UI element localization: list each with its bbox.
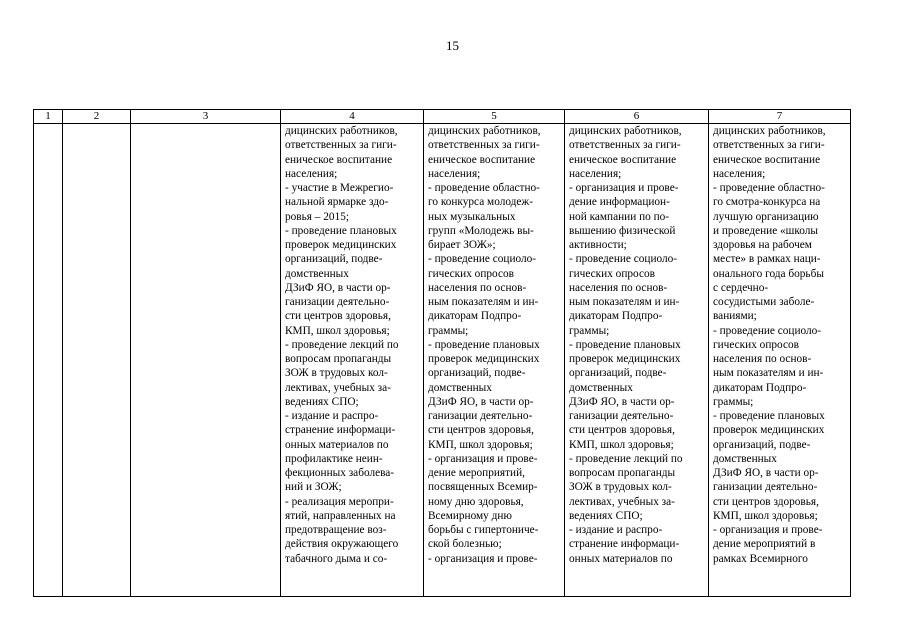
cell-text-line: - проведение плановых — [569, 338, 681, 351]
cell-text-line: - организация и прове- — [569, 182, 679, 194]
cell-text-line: ганизации деятельно- — [713, 481, 818, 494]
cell-col-1 — [34, 124, 63, 597]
cell-text-line: организаций, подве- — [713, 438, 811, 451]
cell-text-line: - реализация меропри- — [285, 495, 394, 508]
header-col-2: 2 — [63, 110, 131, 124]
cell-text-line: дицинских работников, — [713, 125, 826, 137]
cell-text-line: ганизации деятельно- — [285, 296, 390, 308]
cell-text-line: ДЗиФ ЯО, в части ор- — [285, 281, 391, 294]
cell-text-line: вопросам пропаганды — [285, 353, 392, 365]
body-row — [34, 124, 851, 597]
cell-text-line: дение мероприятий в — [713, 538, 816, 551]
header-col-1: 1 — [34, 110, 63, 124]
cell-text-line: дикаторам Подпро- — [713, 381, 807, 394]
cell-text-line: вопросам пропаганды — [569, 467, 676, 479]
cell-text-line: ответственных за гиги- — [285, 139, 397, 152]
cell-text-line: месте» в рамках наци- — [713, 253, 821, 266]
cell-text-line: ответственных за гиги- — [569, 139, 681, 152]
header-col-5: 5 — [424, 110, 565, 124]
cell-text-line: проверок медицинских — [569, 353, 681, 365]
cell-text-line: гических опросов — [569, 267, 655, 280]
cell-text-line: групп «Молодежь вы- — [428, 224, 534, 237]
cell-text-line: активности; — [569, 239, 627, 251]
cell-text-line: дицинских работников, — [285, 125, 398, 137]
cell-text-line: - проведение социоло- — [713, 324, 822, 337]
cell-text-line: - издание и распро- — [569, 524, 663, 536]
cell-text-line: проверок медицинских — [285, 239, 397, 251]
header-col-7: 7 — [709, 110, 851, 124]
cell-text-line: населения; — [428, 167, 481, 180]
cell-text-line: населения; — [285, 167, 338, 180]
cell-text-line: еническое воспитание — [569, 153, 677, 166]
cell-text-line: дицинских работников, — [428, 125, 541, 137]
cell-text-line: онных материалов по — [569, 552, 673, 565]
cell-text-line: КМП, школ здоровья; — [569, 438, 674, 451]
cell-text-line: ной кампании по по- — [569, 210, 670, 223]
cell-text-line: дение информацион- — [569, 196, 670, 209]
cell-text-line: населения по основ- — [569, 281, 668, 294]
cell-text-line: домственных — [569, 381, 633, 394]
cell-text-line: го конкурса молодеж- — [428, 196, 533, 209]
cell-text-line: домственных — [428, 381, 492, 394]
cell-text-line: населения по основ- — [428, 281, 527, 294]
cell-text-line: сти центров здоровья, — [428, 424, 534, 437]
cell-text-line: профилактике неин- — [285, 452, 383, 465]
cell-col-2 — [63, 124, 131, 597]
cell-text-line: организаций, подве- — [428, 367, 526, 380]
cell-text-line: ответственных за гиги- — [428, 139, 540, 152]
cell-text-line: ному дню здоровья, — [428, 495, 524, 508]
cell-text-line: - проведение плановых — [428, 338, 540, 351]
cell-text-line: домственных — [285, 267, 349, 280]
cell-text-line: лективах, учебных за- — [569, 495, 675, 508]
page-number: 15 — [446, 38, 459, 53]
cell-text-line: сти центров здоровья, — [569, 424, 675, 437]
cell-col-7 — [709, 124, 851, 597]
cell-text-line: - проведение социоло- — [569, 253, 678, 266]
cell-text-line: граммы; — [428, 324, 469, 337]
cell-text-line: - проведение областно- — [713, 182, 825, 194]
cell-text-line: дицинских работников, — [569, 125, 682, 137]
cell-col-3 — [131, 124, 281, 597]
cell-text-line: дикаторам Подпро- — [428, 310, 522, 323]
cell-text-line: населения по основ- — [713, 353, 812, 365]
cell-text-line: организаций, подве- — [569, 367, 667, 380]
cell-text-line: - проведение социоло- — [428, 253, 537, 266]
cell-text-line: го смотра-конкурса на — [713, 196, 821, 209]
cell-text-line: ведениях СПО; — [569, 509, 643, 522]
cell-text-line: ДЗиФ ЯО, в части ор- — [428, 395, 534, 408]
cell-text-line: фекционных заболева- — [285, 467, 395, 479]
cell-text-line: еническое воспитание — [713, 153, 821, 166]
cell-text-line: бирает ЗОЖ»; — [428, 239, 496, 251]
cell-text-line: - проведение областно- — [428, 182, 540, 194]
cell-text-line: еническое воспитание — [285, 153, 393, 166]
cell-text-line: населения; — [569, 167, 622, 180]
cell-text-line: - проведение лекций по — [285, 338, 399, 351]
cell-text-line: ответственных за гиги- — [713, 139, 825, 152]
cell-text-line: граммы; — [713, 395, 754, 408]
cell-text-line: рамках Всемирного — [713, 552, 808, 565]
cell-text-line: ний и ЗОЖ; — [285, 481, 342, 494]
cell-text-line: населения; — [713, 167, 766, 180]
cell-text-line: - проведение лекций по — [569, 452, 683, 465]
header-col-6: 6 — [565, 110, 709, 124]
cell-text-line: - организация и прове- — [713, 524, 823, 536]
cell-text-line: - организация и прове- — [428, 452, 538, 465]
cell-text-line: ведениях СПО; — [285, 395, 359, 408]
cell-text-line: лективах, учебных за- — [285, 381, 391, 394]
cell-text-line: онных материалов по — [285, 438, 389, 451]
header-col-3: 3 — [131, 110, 281, 124]
cell-text-line: ЗОЖ в трудовых кол- — [569, 481, 672, 494]
cell-text-line: посвященных Всемир- — [428, 481, 538, 494]
cell-text-line: предотвращение воз- — [285, 524, 387, 536]
cell-text-line: ровья – 2015; — [285, 210, 350, 223]
cell-text-line: здоровья на рабочем — [713, 239, 812, 251]
cell-text-line: дение мероприятий, — [428, 467, 525, 479]
cell-text-line: борьбы с гипертониче- — [428, 524, 539, 536]
cell-text-line: КМП, школ здоровья; — [285, 324, 390, 337]
header-row — [34, 110, 851, 124]
cell-text-line: КМП, школ здоровья; — [713, 509, 818, 522]
cell-text-line: ным показателям и ин- — [713, 367, 824, 380]
cell-text-line: еническое воспитание — [428, 153, 536, 166]
cell-col-6 — [565, 124, 709, 597]
cell-text-line: - издание и распро- — [285, 410, 379, 422]
cell-text-line: ных музыкальных — [428, 210, 516, 223]
cell-text-line: ным показателям и ин- — [569, 296, 680, 308]
cell-text-line: граммы; — [569, 324, 610, 337]
cell-col-4 — [281, 124, 424, 597]
cell-text-line: ятий, направленных на — [285, 509, 396, 522]
cell-text-line: табачного дыма и со- — [285, 552, 388, 565]
cell-col-5 — [424, 124, 565, 597]
cell-text-line: дикаторам Подпро- — [569, 310, 663, 323]
cell-text-line: ДЗиФ ЯО, в части ор- — [713, 467, 819, 479]
cell-text-line: - проведение плановых — [713, 410, 825, 422]
cell-text-line: сти центров здоровья, — [713, 495, 819, 508]
cell-text-line: Всемирному дню — [428, 509, 512, 522]
cell-text-line: вышению физической — [569, 224, 676, 237]
cell-text-line: домственных — [713, 452, 777, 465]
cell-text-line: лучшую организацию — [713, 210, 819, 223]
cell-text-line: - проведение плановых — [285, 224, 397, 237]
cell-text-line: гических опросов — [713, 338, 799, 351]
cell-text-line: и проведение «школы — [713, 224, 819, 237]
cell-text-line: проверок медицинских — [428, 353, 540, 365]
cell-text-line: ганизации деятельно- — [428, 410, 533, 422]
cell-text-line: ской болезнью; — [428, 538, 502, 551]
cell-text-line: ганизации деятельно- — [569, 410, 674, 422]
cell-text-line: ДЗиФ ЯО, в части ор- — [569, 395, 675, 408]
cell-text-line: с сердечно- — [713, 281, 769, 294]
program-table — [33, 109, 851, 597]
cell-text-line: действия окружающего — [285, 538, 399, 551]
cell-text-line: ным показателям и ин- — [428, 296, 539, 308]
cell-text-line: нальной ярмарке здо- — [285, 196, 389, 209]
cell-text-line: КМП, школ здоровья; — [428, 438, 533, 451]
header-col-4: 4 — [281, 110, 424, 124]
cell-text-line: онального года борьбы — [713, 267, 824, 280]
cell-text-line: ЗОЖ в трудовых кол- — [285, 367, 388, 380]
cell-text-line: странение информаци- — [285, 424, 396, 437]
cell-text-line: организаций, подве- — [285, 253, 383, 266]
cell-text-line: сти центров здоровья, — [285, 310, 391, 323]
cell-text-line: проверок медицинских — [713, 424, 825, 437]
cell-text-line: - участие в Межрегио- — [285, 182, 394, 194]
cell-text-line: - организация и прове- — [428, 552, 538, 565]
cell-text-line: сосудистыми заболе- — [713, 296, 815, 308]
cell-text-line: странение информаци- — [569, 538, 680, 551]
cell-text-line: гических опросов — [428, 267, 514, 280]
cell-text-line: ваниями; — [713, 310, 757, 323]
